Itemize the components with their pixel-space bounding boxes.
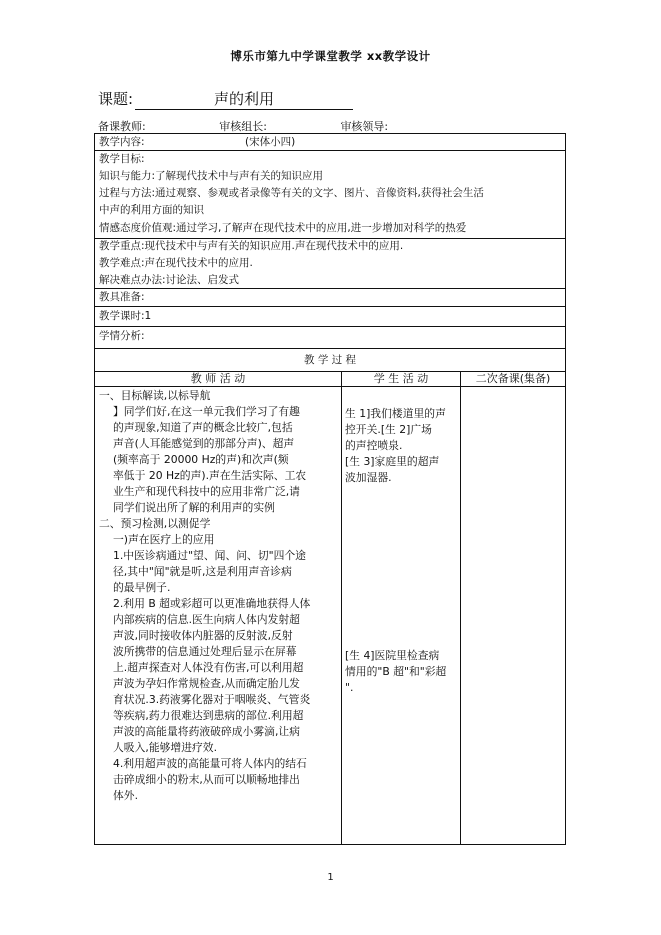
document-title: 博乐市第九中学课堂教学 xx教学设计 (230, 49, 431, 63)
content-row (99, 135, 296, 149)
section-title: 二、预习检测,以测促学 (99, 517, 211, 530)
leader-label: 审核领导: (340, 120, 389, 133)
teacher-activity (99, 388, 339, 804)
content-font-note: (宋体小四) (245, 136, 296, 148)
teacher-label: 备课教师: (98, 120, 146, 133)
section-title: 一、目标解读,以标导航 (99, 389, 211, 402)
goal-process-line1: 过程与方法:通过观察、参观或者录像等有关的文字、图片、音像资料,获得社会生活 (99, 187, 484, 199)
text-line: 2.利用 B 超或彩超可以更准确地获得人体 (113, 597, 311, 610)
table-rule (95, 326, 565, 327)
table-rule (95, 150, 565, 151)
text-line: 上.超声探查对人体没有伤害,可以利用超 (113, 661, 304, 674)
text-line: 的声现象,知道了声的概念比较广,包括 (113, 421, 293, 434)
text-line: 】同学们好,在这一单元我们学习了有趣 (113, 405, 300, 418)
goal-process-line2: 中声的利用方面的知识 (99, 204, 204, 216)
goals-label: 教学目标: (99, 153, 145, 165)
table-rule (95, 306, 565, 307)
column-divider (341, 371, 342, 844)
column-divider (460, 371, 461, 844)
text-line: 径,其中"闻"就是听,这是利用声音诊病 (113, 565, 292, 578)
table-rule (95, 348, 565, 349)
second-prep-column-header: 二次备课(集备) (475, 372, 551, 385)
text-line: 声波,同时接收体内脏器的反射波,反射 (113, 629, 293, 642)
page-number: 1 (327, 872, 334, 883)
student-column-header: 学 生 活 动 (373, 372, 429, 385)
text-line: 人吸入,能够增进疗效. (113, 741, 218, 754)
text-line: 业生产和现代科技中的应用非常广泛,请 (113, 485, 300, 498)
text-line: 声音(人耳能感觉到的那部分声)、超声 (113, 437, 295, 450)
text-line: 体外. (113, 789, 139, 802)
subsection-title: 一)声在医疗上的应用 (113, 533, 215, 546)
text-line: 内部疾病的信息.医生向病人体内发射超 (113, 613, 300, 626)
student-activity-group2 (345, 648, 457, 696)
teaching-aids: 教具准备: (99, 291, 145, 303)
text-line: ". (345, 681, 354, 694)
text-line: 育状况.3.药液雾化器对于咽喉炎、气管炎 (113, 693, 311, 706)
lesson-table (94, 133, 566, 845)
text-line: 4.利用超声波的高能量可将人体内的结石 (113, 757, 307, 770)
group-leader-label: 审核组长: (219, 120, 267, 133)
text-line: 情用的"B 超"和"彩超 (345, 665, 447, 678)
process-header: 教 学 过 程 (303, 354, 356, 366)
topic-label: 课题: (98, 90, 134, 108)
topic-line (98, 88, 353, 110)
text-line: 的最早例子. (113, 581, 171, 594)
goal-emotion: 情感态度价值观:通过学习,了解声在现代技术中的应用,进一步增加对科学的热爱 (99, 222, 467, 234)
text-line: (频率高于 20000 Hz的声)和次声(频 (113, 453, 289, 466)
goal-knowledge: 知识与能力:了解现代技术中与声有关的知识应用 (99, 170, 324, 182)
table-rule (95, 386, 565, 387)
text-line: [生 4]医院里检查病 (345, 649, 440, 662)
text-line: 率低于 20 Hz的声).声在生活实际、工农 (113, 469, 307, 482)
student-activity-group1 (345, 406, 457, 486)
text-line: 击碎成细小的粉末,从而可以顺畅地排出 (113, 773, 300, 786)
difficulty: 教学难点:声在现代技术中的应用. (99, 257, 253, 269)
key-point: 教学重点:现代技术中与声有关的知识应用.声在现代技术中的应用. (99, 240, 404, 252)
text-line: 声波的高能量将药液破碎成小雾滴,让病 (113, 725, 300, 738)
text-line: 1.中医诊病通过"望、闻、问、切"四个途 (113, 549, 306, 562)
topic-value: 声的利用 (135, 88, 353, 110)
content-label: 教学内容: (99, 136, 145, 148)
text-line: [生 3]家庭里的超声 (345, 455, 440, 468)
class-hours: 教学课时:1 (99, 310, 152, 322)
text-line: 同学们说出所了解的利用声的实例 (113, 501, 275, 514)
text-line: 波加湿器. (345, 471, 392, 484)
reviewer-line (98, 118, 420, 134)
table-rule (95, 288, 565, 289)
text-line: 的声控喷泉. (345, 439, 403, 452)
text-line: 声波为孕妇作常规检查,从而确定胎儿发 (113, 677, 300, 690)
teacher-column-header: 教 师 活 动 (190, 372, 246, 385)
text-line: 等疾病,药力很难达到患病的部位.利用超 (113, 709, 304, 722)
text-line: 波所携带的信息通过处理后显示在屏幕 (113, 645, 297, 658)
solve-method: 解决难点办法:讨论法、启发式 (99, 274, 240, 286)
learner-analysis: 学情分析: (99, 330, 145, 342)
text-line: 控开关.[生 2]广场 (345, 423, 432, 436)
text-line: 生 1]我们楼道里的声 (345, 407, 446, 420)
